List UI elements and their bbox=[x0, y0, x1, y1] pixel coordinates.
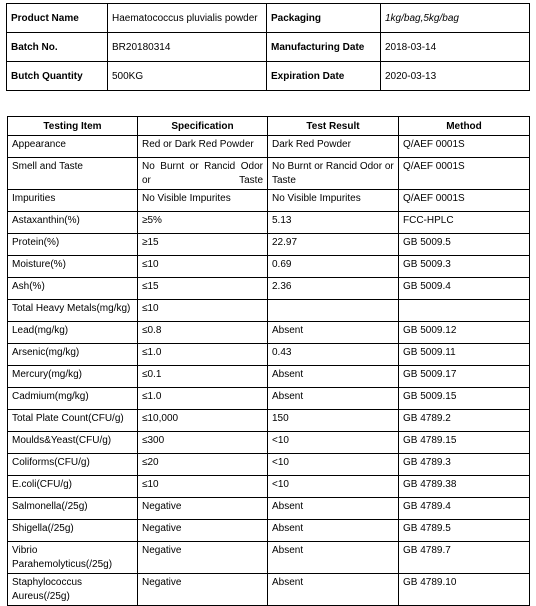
test-result-cell: 150 bbox=[268, 410, 399, 432]
testing-item-cell: Protein(%) bbox=[8, 234, 138, 256]
method-cell: GB 5009.11 bbox=[399, 344, 530, 366]
specification-cell: ≤1.0 bbox=[138, 388, 268, 410]
specification-cell: ≤20 bbox=[138, 454, 268, 476]
method-cell: GB 5009.12 bbox=[399, 322, 530, 344]
info-value: 500KG bbox=[108, 62, 267, 91]
table-row bbox=[8, 542, 530, 574]
method-cell: GB 4789.3 bbox=[399, 454, 530, 476]
table-row bbox=[8, 300, 530, 322]
specification-cell: Negative bbox=[138, 520, 268, 542]
specification-cell: No Burnt or Rancid Odor or Taste bbox=[138, 158, 268, 190]
method-cell: GB 5009.3 bbox=[399, 256, 530, 278]
product-info-table bbox=[6, 3, 530, 91]
testing-item-cell: Total Plate Count(CFU/g) bbox=[8, 410, 138, 432]
test-result-cell: <10 bbox=[268, 432, 399, 454]
method-cell: GB 5009.5 bbox=[399, 234, 530, 256]
specification-cell: ≤0.8 bbox=[138, 322, 268, 344]
table-row bbox=[8, 158, 530, 190]
info-row bbox=[7, 33, 530, 62]
testing-item-cell: Staphylococcus Aureus(/25g) bbox=[8, 574, 138, 606]
table-row bbox=[8, 212, 530, 234]
testing-item-cell: E.coli(CFU/g) bbox=[8, 476, 138, 498]
specification-cell: ≤0.1 bbox=[138, 366, 268, 388]
table-row bbox=[8, 234, 530, 256]
test-result-cell: 2.36 bbox=[268, 278, 399, 300]
specification-cell: ≥15 bbox=[138, 234, 268, 256]
test-result-cell: Absent bbox=[268, 542, 399, 574]
info-value: 1kg/bag,5kg/bag bbox=[381, 4, 530, 33]
info-label: Manufacturing Date bbox=[267, 33, 381, 62]
testing-item-cell: Impurities bbox=[8, 190, 138, 212]
specification-cell: No Visible Impurites bbox=[138, 190, 268, 212]
table-row bbox=[8, 366, 530, 388]
method-cell: Q/AEF 0001S bbox=[399, 136, 530, 158]
test-result-cell: Absent bbox=[268, 366, 399, 388]
test-result-cell: Absent bbox=[268, 520, 399, 542]
testing-item-cell: Lead(mg/kg) bbox=[8, 322, 138, 344]
method-cell: GB 4789.10 bbox=[399, 574, 530, 606]
table-row bbox=[8, 432, 530, 454]
specification-cell: ≤15 bbox=[138, 278, 268, 300]
testing-item-cell: Arsenic(mg/kg) bbox=[8, 344, 138, 366]
testing-item-cell: Cadmium(mg/kg) bbox=[8, 388, 138, 410]
testing-item-cell: Moisture(%) bbox=[8, 256, 138, 278]
testing-item-cell: Vibrio Parahemolyticus(/25g) bbox=[8, 542, 138, 574]
method-cell: GB 4789.5 bbox=[399, 520, 530, 542]
method-cell: GB 5009.4 bbox=[399, 278, 530, 300]
testing-item-cell: Moulds&Yeast(CFU/g) bbox=[8, 432, 138, 454]
col-header-test-result: Test Result bbox=[268, 117, 399, 136]
test-result-cell bbox=[268, 300, 399, 322]
specification-cell: Negative bbox=[138, 542, 268, 574]
test-result-cell: No Visible Impurites bbox=[268, 190, 399, 212]
method-cell: GB 4789.7 bbox=[399, 542, 530, 574]
test-result-cell: Absent bbox=[268, 574, 399, 606]
method-cell: GB 4789.2 bbox=[399, 410, 530, 432]
testing-item-cell: Mercury(mg/kg) bbox=[8, 366, 138, 388]
test-result-cell: Absent bbox=[268, 388, 399, 410]
specification-cell: Negative bbox=[138, 498, 268, 520]
method-cell: FCC-HPLC bbox=[399, 212, 530, 234]
method-cell: GB 5009.17 bbox=[399, 366, 530, 388]
table-row bbox=[8, 256, 530, 278]
info-value: Haematococcus pluvialis powder bbox=[108, 4, 267, 33]
testing-item-cell: Salmonella(/25g) bbox=[8, 498, 138, 520]
test-header-row bbox=[8, 117, 530, 136]
specification-cell: ≤10 bbox=[138, 476, 268, 498]
method-cell: GB 4789.38 bbox=[399, 476, 530, 498]
info-row bbox=[7, 4, 530, 33]
testing-item-cell: Total Heavy Metals(mg/kg) bbox=[8, 300, 138, 322]
table-row bbox=[8, 520, 530, 542]
info-label: Product Name bbox=[7, 4, 108, 33]
specification-cell: ≤10 bbox=[138, 256, 268, 278]
testing-item-cell: Ash(%) bbox=[8, 278, 138, 300]
product-info-body bbox=[7, 4, 530, 91]
testing-item-cell: Astaxanthin(%) bbox=[8, 212, 138, 234]
info-value: 2018-03-14 bbox=[381, 33, 530, 62]
test-result-cell: Absent bbox=[268, 498, 399, 520]
table-row bbox=[8, 278, 530, 300]
specification-cell: ≤10,000 bbox=[138, 410, 268, 432]
method-cell: GB 5009.15 bbox=[399, 388, 530, 410]
testing-item-cell: Coliforms(CFU/g) bbox=[8, 454, 138, 476]
test-result-cell: No Burnt or Rancid Odor or Taste bbox=[268, 158, 399, 190]
test-result-cell: 22.97 bbox=[268, 234, 399, 256]
test-results-body bbox=[8, 136, 530, 606]
specification-cell: ≤1.0 bbox=[138, 344, 268, 366]
test-result-cell: 0.69 bbox=[268, 256, 399, 278]
info-value: 2020-03-13 bbox=[381, 62, 530, 91]
specification-cell: Negative bbox=[138, 574, 268, 606]
info-value: BR20180314 bbox=[108, 33, 267, 62]
test-result-cell: 0.43 bbox=[268, 344, 399, 366]
table-row bbox=[8, 498, 530, 520]
table-row bbox=[8, 454, 530, 476]
test-result-cell: <10 bbox=[268, 476, 399, 498]
table-row bbox=[8, 388, 530, 410]
info-label: Expiration Date bbox=[267, 62, 381, 91]
info-label: Batch No. bbox=[7, 33, 108, 62]
method-cell: GB 4789.15 bbox=[399, 432, 530, 454]
table-row bbox=[8, 410, 530, 432]
table-row bbox=[8, 322, 530, 344]
table-row bbox=[8, 574, 530, 606]
table-row bbox=[8, 136, 530, 158]
method-cell: Q/AEF 0001S bbox=[399, 190, 530, 212]
specification-cell: ≤300 bbox=[138, 432, 268, 454]
info-label: Packaging bbox=[267, 4, 381, 33]
testing-item-cell: Appearance bbox=[8, 136, 138, 158]
specification-cell: Red or Dark Red Powder bbox=[138, 136, 268, 158]
col-header-specification: Specification bbox=[138, 117, 268, 136]
test-result-cell: Dark Red Powder bbox=[268, 136, 399, 158]
info-label: Butch Quantity bbox=[7, 62, 108, 91]
col-header-testing-item: Testing Item bbox=[8, 117, 138, 136]
testing-item-cell: Shigella(/25g) bbox=[8, 520, 138, 542]
info-row bbox=[7, 62, 530, 91]
testing-item-cell: Smell and Taste bbox=[8, 158, 138, 190]
method-cell: GB 4789.4 bbox=[399, 498, 530, 520]
test-results-table bbox=[7, 116, 530, 606]
specification-cell: ≥5% bbox=[138, 212, 268, 234]
table-row bbox=[8, 476, 530, 498]
table-row bbox=[8, 344, 530, 366]
method-cell bbox=[399, 300, 530, 322]
table-row bbox=[8, 190, 530, 212]
specification-cell: ≤10 bbox=[138, 300, 268, 322]
method-cell: Q/AEF 0001S bbox=[399, 158, 530, 190]
test-result-cell: 5.13 bbox=[268, 212, 399, 234]
test-result-cell: Absent bbox=[268, 322, 399, 344]
test-result-cell: <10 bbox=[268, 454, 399, 476]
col-header-method: Method bbox=[399, 117, 530, 136]
